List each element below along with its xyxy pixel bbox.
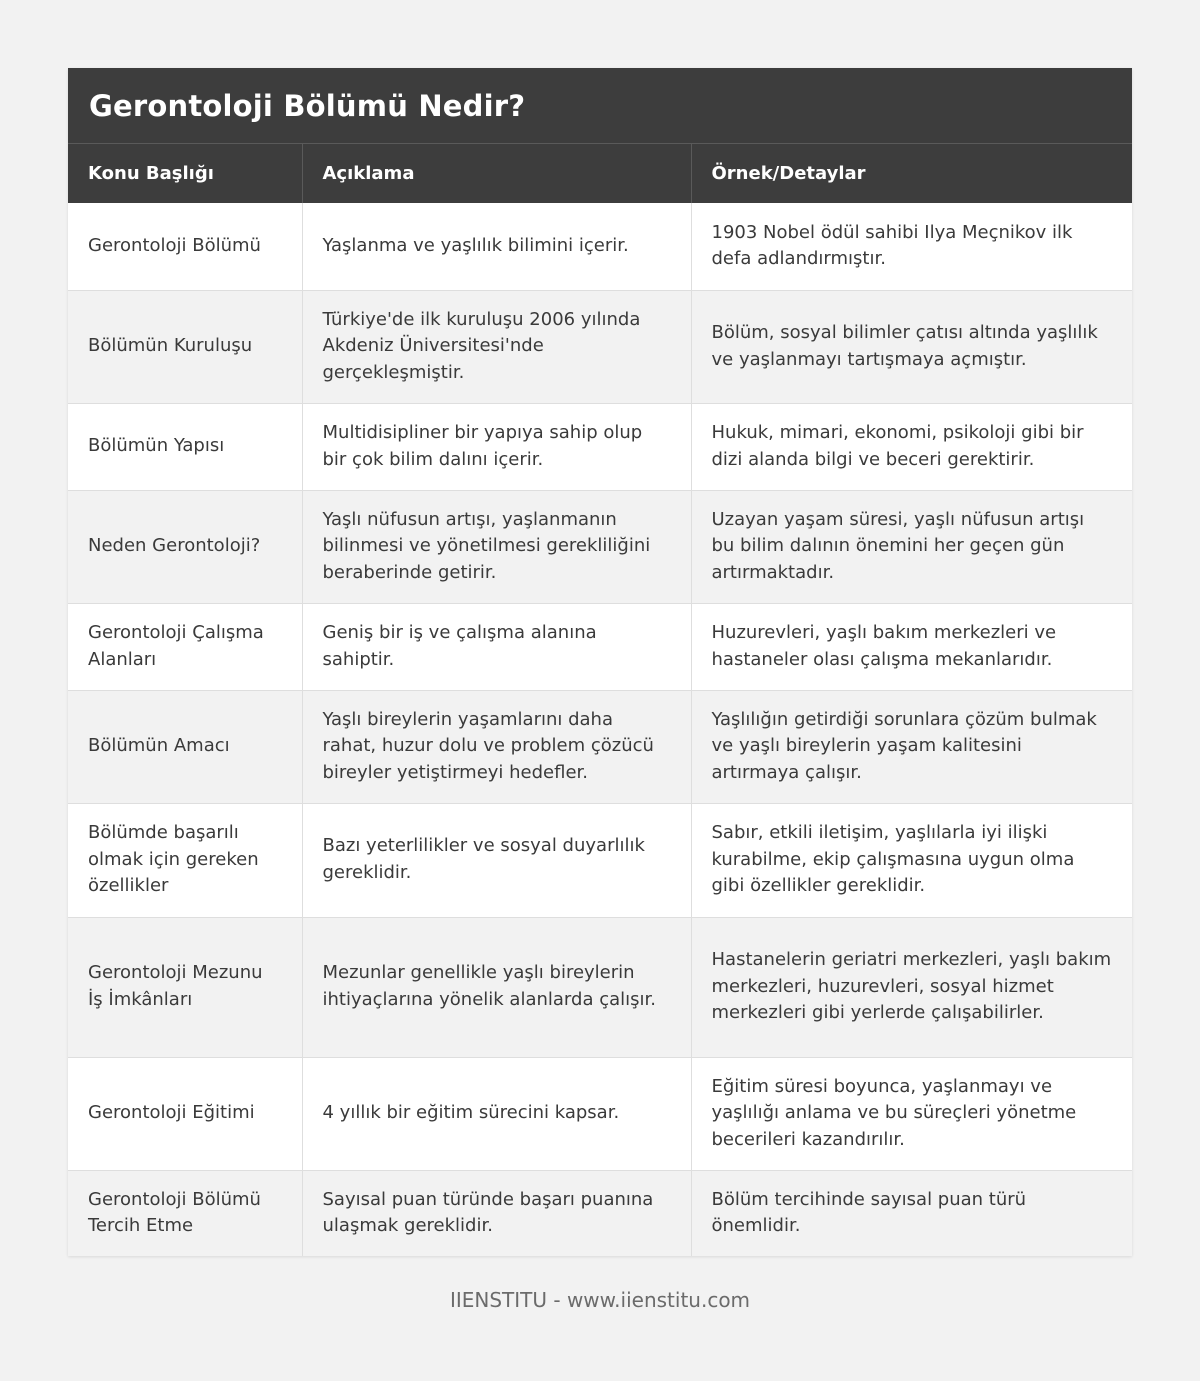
table-cell: Hastanelerin geriatri merkezleri, yaşlı bakım merkezleri, huzurevleri, sosyal hizmet merkezleri gibi yerlerde çalışabilirler. — [691, 917, 1132, 1057]
table-cell: Bölümün Amacı — [68, 690, 302, 803]
table-cell: Gerontoloji Eğitimi — [68, 1057, 302, 1170]
table-cell: 1903 Nobel ödül sahibi Ilya Meçnikov ilk defa adlandırmıştır. — [691, 203, 1132, 290]
table-cell: Huzurevleri, yaşlı bakım merkezleri ve hastaneler olası çalışma mekanlarıdır. — [691, 603, 1132, 690]
table-cell: Gerontoloji Bölümü Tercih Etme — [68, 1170, 302, 1256]
table-cell: Geniş bir iş ve çalışma alanına sahiptir. — [302, 603, 691, 690]
table-row — [68, 690, 1132, 803]
title-bar — [68, 68, 1132, 144]
table-header — [68, 144, 1132, 203]
table-cell: Bazı yeterlilikler ve sosyal duyarlılık gereklidir. — [302, 803, 691, 917]
table-cell: Uzayan yaşam süresi, yaşlı nüfusun artışı bu bilim dalının önemini her geçen gün artırmaktadır. — [691, 490, 1132, 603]
table-cell: Türkiye'de ilk kuruluşu 2006 yılında Akdeniz Üniversitesi'nde gerçekleşmiştir. — [302, 290, 691, 403]
table-row — [68, 603, 1132, 690]
table-card — [68, 68, 1132, 1256]
table-cell: Yaşlılığın getirdiği sorunlara çözüm bulmak ve yaşlı bireylerin yaşam kalitesini artırmaya çalışır. — [691, 690, 1132, 803]
table-row — [68, 290, 1132, 403]
table-row — [68, 203, 1132, 290]
column-header-ornek: Örnek/Detaylar — [691, 144, 1132, 203]
table-cell: Neden Gerontoloji? — [68, 490, 302, 603]
table-row — [68, 1057, 1132, 1170]
table-row — [68, 917, 1132, 1057]
table-cell: Bölüm, sosyal bilimler çatısı altında yaşlılık ve yaşlanmayı tartışmaya açmıştır. — [691, 290, 1132, 403]
info-table — [68, 144, 1132, 1256]
table-cell: 4 yıllık bir eğitim sürecini kapsar. — [302, 1057, 691, 1170]
header-row — [68, 144, 1132, 203]
footer-credit: IIENSTITU - www.iienstitu.com — [449, 1288, 751, 1312]
table-cell: Bölümün Yapısı — [68, 403, 302, 490]
table-cell: Sayısal puan türünde başarı puanına ulaşmak gereklidir. — [302, 1170, 691, 1256]
column-header-aciklama: Açıklama — [302, 144, 691, 203]
table-cell: Eğitim süresi boyunca, yaşlanmayı ve yaşlılığı anlama ve bu süreçleri yönetme becerileri kazandırılır. — [691, 1057, 1132, 1170]
table-row — [68, 803, 1132, 917]
table-body — [68, 203, 1132, 1256]
table-cell: Gerontoloji Çalışma Alanları — [68, 603, 302, 690]
table-cell: Yaşlı nüfusun artışı, yaşlanmanın bilinmesi ve yönetilmesi gerekliliğini beraberinde getirir. — [302, 490, 691, 603]
table-cell: Bölümde başarılı olmak için gereken özellikler — [68, 803, 302, 917]
table-cell: Gerontoloji Bölümü — [68, 203, 302, 290]
table-cell: Bölüm tercihinde sayısal puan türü önemlidir. — [691, 1170, 1132, 1256]
table-cell: Gerontoloji Mezunu İş İmkânları — [68, 917, 302, 1057]
table-cell: Sabır, etkili iletişim, yaşlılarla iyi ilişki kurabilme, ekip çalışmasına uygun olma gibi özellikler gereklidir. — [691, 803, 1132, 917]
table-row — [68, 403, 1132, 490]
table-cell: Mezunlar genellikle yaşlı bireylerin ihtiyaçlarına yönelik alanlarda çalışır. — [302, 917, 691, 1057]
table-cell: Bölümün Kuruluşu — [68, 290, 302, 403]
table-cell: Hukuk, mimari, ekonomi, psikoloji gibi bir dizi alanda bilgi ve beceri gerektirir. — [691, 403, 1132, 490]
column-header-konu: Konu Başlığı — [68, 144, 302, 203]
table-cell: Yaşlanma ve yaşlılık bilimini içerir. — [302, 203, 691, 290]
table-row — [68, 1170, 1132, 1256]
table-row — [68, 490, 1132, 603]
page-title: Gerontoloji Bölümü Nedir? — [89, 88, 526, 123]
table-cell: Yaşlı bireylerin yaşamlarını daha rahat, huzur dolu ve problem çözücü bireyler yetiştirmeyi hedefler. — [302, 690, 691, 803]
table-cell: Multidisipliner bir yapıya sahip olup bir çok bilim dalını içerir. — [302, 403, 691, 490]
